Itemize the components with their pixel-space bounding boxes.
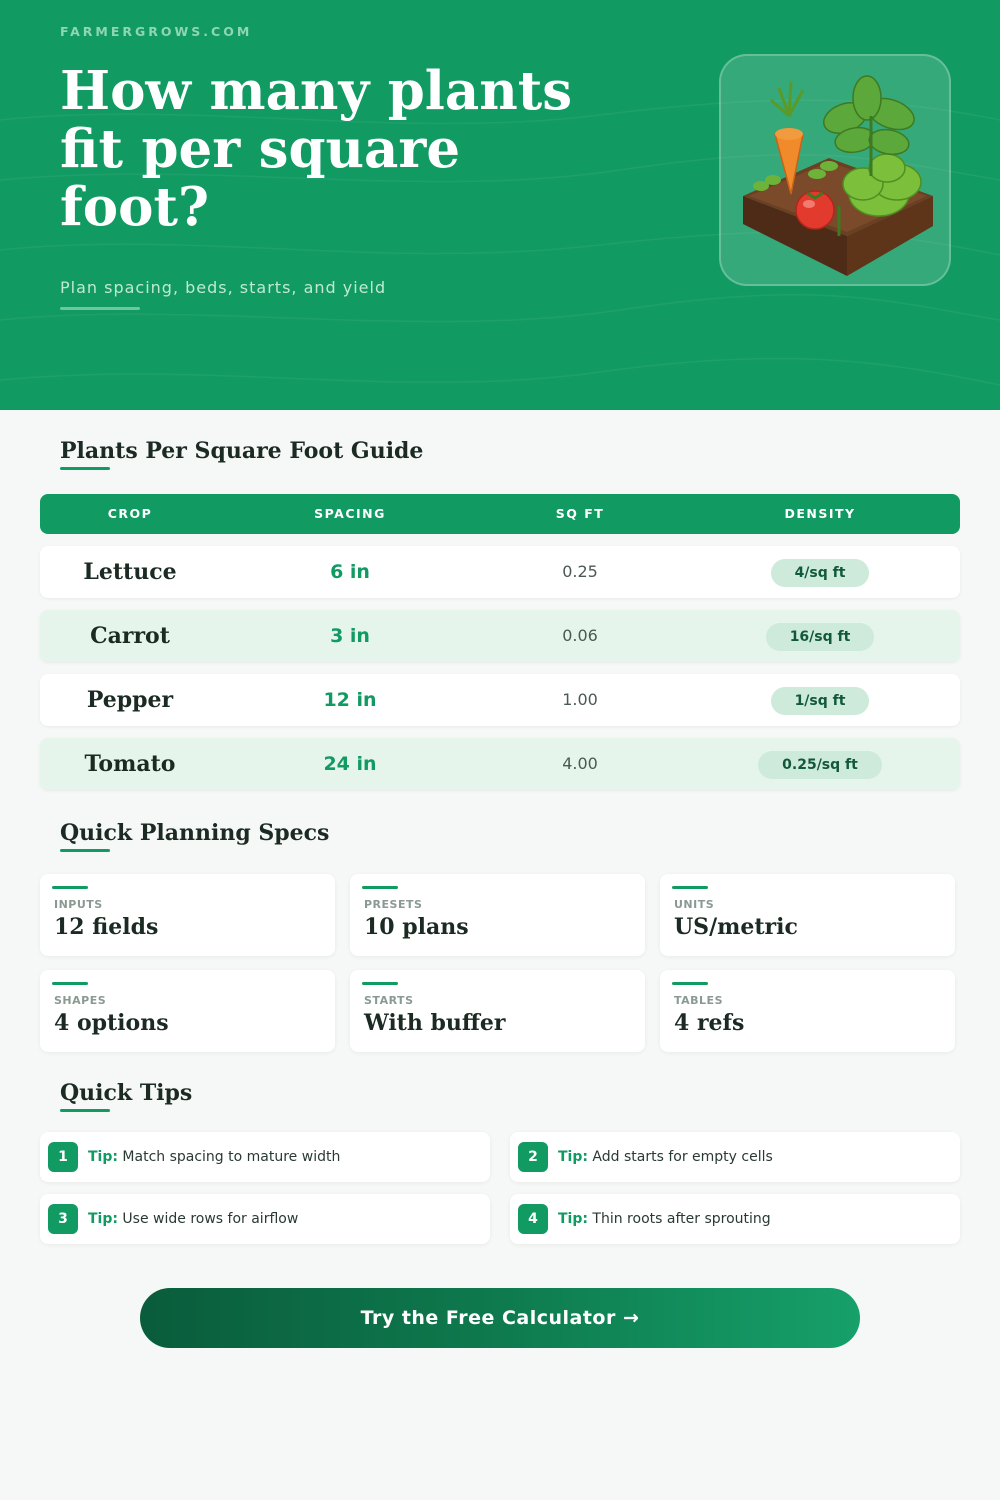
vegetable-garden-bed-icon [721, 56, 953, 288]
table-row[interactable] [40, 738, 960, 790]
density-cell [730, 738, 910, 790]
spec-value: US/metric [674, 914, 798, 940]
table-row[interactable] [40, 674, 960, 726]
tip-text: Add starts for empty cells [592, 1149, 773, 1165]
subtitle-underline [60, 307, 140, 310]
tip-text: Use wide rows for airflow [122, 1211, 299, 1227]
spec-value: 12 fields [54, 914, 159, 940]
specs-title: Quick Planning Specs [60, 820, 330, 846]
tip-lead: Tip: [558, 1149, 588, 1165]
tip-card [510, 1132, 960, 1182]
density-badge: 1/sq ft [771, 687, 870, 715]
table-header [40, 494, 960, 534]
spec-value: 10 plans [364, 914, 469, 940]
tip-number-badge: 1 [48, 1142, 78, 1172]
density-badge: 16/sq ft [766, 623, 875, 651]
guide-title: Plants Per Square Foot Guide [60, 438, 424, 464]
tip-number-badge: 3 [48, 1204, 78, 1234]
density-badge: 0.25/sq ft [758, 751, 882, 779]
spec-card-starts [350, 970, 645, 1052]
page-subtitle: Plan spacing, beds, starts, and yield [60, 278, 387, 297]
tip-text-line [88, 1132, 340, 1182]
crop-name: Lettuce [83, 559, 177, 585]
tip-lead: Tip: [88, 1211, 118, 1227]
spec-accent-bar [672, 982, 708, 985]
crop-name: Tomato [84, 751, 176, 777]
spec-accent-bar [52, 886, 88, 889]
tip-text-line [558, 1132, 773, 1182]
tips-title: Quick Tips [60, 1080, 193, 1106]
column-header-crop[interactable]: CROP [107, 506, 153, 521]
spec-value: With buffer [364, 1010, 506, 1036]
spec-label: INPUTS [54, 898, 103, 911]
spacing-value: 24 in [323, 753, 377, 775]
hero-banner [0, 0, 1000, 410]
column-header-sqft[interactable]: SQ FT [555, 506, 605, 521]
density-badge: 4/sq ft [771, 559, 870, 587]
table-row[interactable] [40, 546, 960, 598]
brand-name[interactable]: FARMERGROWS.COM [60, 24, 253, 39]
spec-label: UNITS [674, 898, 715, 911]
spec-card-inputs [40, 874, 335, 956]
column-header-spacing[interactable]: SPACING [314, 506, 386, 521]
spec-accent-bar [52, 982, 88, 985]
page-title: How many plants fit per square foot? [60, 60, 573, 238]
tip-text-line [558, 1194, 771, 1244]
tip-lead: Tip: [558, 1211, 588, 1227]
guide-title-underline [60, 467, 110, 470]
try-calculator-button[interactable]: Try the Free Calculator → [140, 1288, 860, 1348]
spacing-value: 3 in [330, 625, 370, 647]
sqft-value: 4.00 [562, 754, 598, 773]
sqft-value: 0.06 [562, 626, 598, 645]
spec-label: SHAPES [54, 994, 107, 1007]
tip-number-badge: 4 [518, 1204, 548, 1234]
density-cell [730, 546, 910, 598]
spec-accent-bar [672, 886, 708, 889]
spec-label: PRESETS [364, 898, 423, 911]
crop-name: Carrot [90, 623, 170, 649]
tips-title-underline [60, 1109, 110, 1112]
spec-card-shapes [40, 970, 335, 1052]
tip-number-badge: 2 [518, 1142, 548, 1172]
hero-illustration-card [719, 54, 951, 286]
density-cell [730, 610, 910, 662]
sqft-value: 1.00 [562, 690, 598, 709]
spacing-value: 12 in [323, 689, 377, 711]
tip-card [510, 1194, 960, 1244]
tip-text: Match spacing to mature width [122, 1149, 341, 1165]
spec-card-units [660, 874, 955, 956]
spec-accent-bar [362, 982, 398, 985]
spec-label: TABLES [674, 994, 723, 1007]
spec-value: 4 options [54, 1010, 169, 1036]
spec-label: STARTS [364, 994, 414, 1007]
table-row[interactable] [40, 610, 960, 662]
spec-card-presets [350, 874, 645, 956]
specs-title-underline [60, 849, 110, 852]
spec-accent-bar [362, 886, 398, 889]
spec-card-tables [660, 970, 955, 1052]
tip-text: Thin roots after sprouting [592, 1211, 771, 1227]
column-header-density[interactable]: DENSITY [784, 506, 856, 521]
tip-lead: Tip: [88, 1149, 118, 1165]
spec-value: 4 refs [674, 1010, 745, 1036]
tip-card [40, 1132, 490, 1182]
tip-card [40, 1194, 490, 1244]
crop-name: Pepper [86, 687, 174, 713]
sqft-value: 0.25 [562, 562, 598, 581]
spacing-value: 6 in [330, 561, 370, 583]
tip-text-line [88, 1194, 298, 1244]
density-cell [730, 674, 910, 726]
